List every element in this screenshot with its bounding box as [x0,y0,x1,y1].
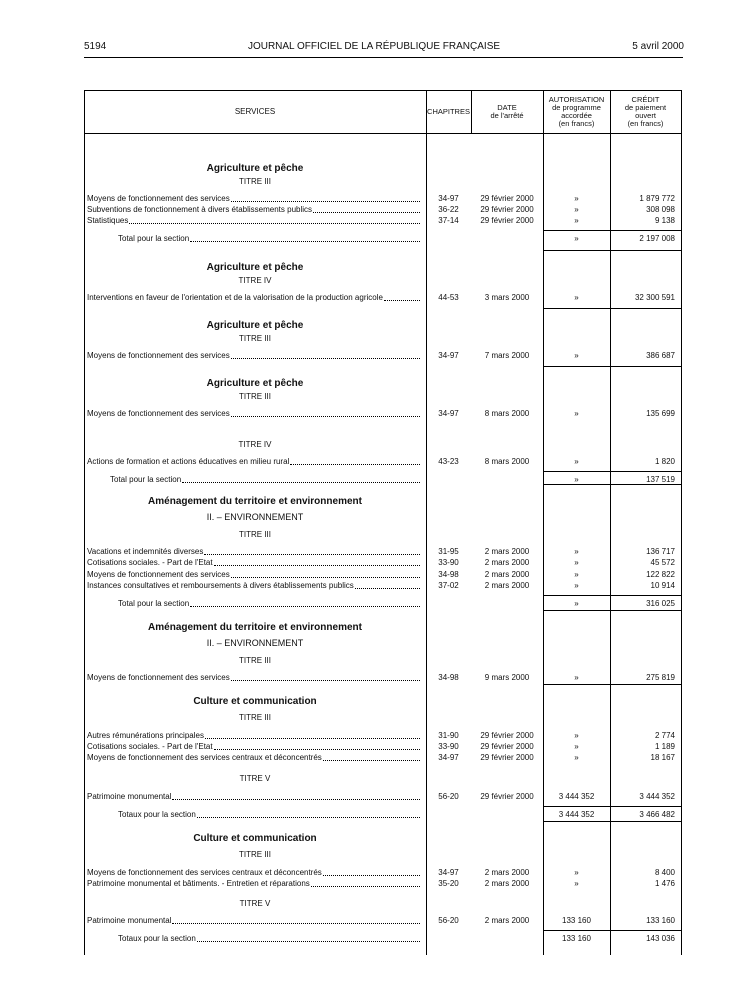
service-label-text: Patrimoine monumental [87,916,172,925]
total-row [84,809,682,820]
dot-leader [205,730,420,739]
table-row [84,569,682,580]
service-label-text: Totaux pour la section [118,810,196,819]
autorisation-cell: 133 160 [562,916,591,925]
chapitre-cell: 35-20 [438,879,459,888]
table-row [84,915,682,926]
service-label-text: Moyens de fonctionnement des services [87,673,230,682]
total-row [84,933,682,944]
chapitre-cell: 37-02 [438,581,459,590]
dot-leader [129,215,420,224]
chapitre-cell: 33-90 [438,742,459,751]
credit-cell: 135 699 [646,409,675,418]
service-label-text: Moyens de fonctionnement des services [87,194,230,203]
date-cell: 29 février 2000 [480,731,534,740]
autorisation-cell: » [574,234,579,243]
autorisation-cell: » [574,731,579,740]
table-row [84,193,682,204]
table-row [84,672,682,683]
date-cell: 2 mars 2000 [484,558,530,567]
credit-cell: 275 819 [646,673,675,682]
autorisation-cell: 3 444 352 [558,810,595,819]
section-subtitle: TITRE V [239,774,271,783]
credit-cell: 3 466 482 [639,810,675,819]
header-credit: CRÉDIT de paiement ouvert (en francs) [624,95,667,128]
date-cell: 29 février 2000 [480,792,534,801]
service-label-text: Moyens de fonctionnement des services [87,351,230,360]
date-cell: 29 février 2000 [480,205,534,214]
table-row [84,730,682,741]
chapitre-cell: 34-98 [438,673,459,682]
autorisation-cell: » [574,547,579,556]
autorisation-cell: » [574,673,579,682]
credit-cell: 133 160 [646,916,675,925]
chapitre-cell: 43-23 [438,457,459,466]
total-rule [610,595,681,596]
credit-cell: 122 822 [646,570,675,579]
date-cell: 2 mars 2000 [484,581,530,590]
section-subtitle: TITRE III [239,656,271,665]
table-row [84,791,682,802]
date-cell: 29 février 2000 [480,194,534,203]
credit-cell: 2 197 008 [639,234,675,243]
date-cell: 2 mars 2000 [484,570,530,579]
table-row [84,580,682,591]
total-rule [543,230,610,231]
chapitre-cell: 56-20 [438,792,459,801]
page-number: 5194 [84,41,107,52]
service-label-text: Moyens de fonctionnement des services [87,409,230,418]
section-subtitle: TITRE III [239,713,271,722]
autorisation-cell: » [574,753,579,762]
autorisation-cell: » [574,216,579,225]
table-row [84,752,682,763]
group-rule [610,610,681,611]
dot-leader [172,791,420,800]
autorisation-cell: » [574,194,579,203]
service-label-text: Total pour la section [110,475,182,484]
header-rule [84,57,683,58]
service-label [110,474,420,485]
service-label-text: Cotisations sociales. - Part de l'Etat [87,558,213,567]
service-label [87,557,420,568]
table-row [84,557,682,568]
section-subtitle: TITRE III [239,392,271,401]
service-label [87,193,420,204]
table-row [84,456,682,467]
header-autorisation: AUTORISATION de programme accordée (en francs) [548,95,605,128]
date-cell: 2 mars 2000 [484,916,530,925]
section-title: Culture et communication [193,696,317,707]
service-label-text: Vacations et indemnités diverses [87,547,204,556]
dot-leader [197,809,420,818]
service-label [87,456,420,467]
total-rule [543,806,610,807]
service-label-text: Autres rémunérations principales [87,731,204,740]
service-label [87,292,420,303]
service-label [87,867,420,878]
date-cell: 29 février 2000 [480,742,534,751]
credit-cell: 316 025 [646,599,675,608]
group-rule [543,308,610,309]
date-cell: 29 février 2000 [480,216,534,225]
service-label-text: Moyens de fonctionnement des services centraux et déconcentrés [87,753,322,762]
total-rule [543,471,610,472]
dot-leader [323,867,420,876]
dot-leader [190,233,420,242]
chapitre-cell: 56-20 [438,916,459,925]
service-label-text: Moyens de fonctionnement des services [87,570,230,579]
group-rule [543,821,610,822]
section-subtitle: II. – ENVIRONNEMENT [206,638,304,648]
table-row [84,350,682,361]
date-cell: 2 mars 2000 [484,879,530,888]
service-label [87,546,420,557]
dot-leader [231,569,420,578]
credit-cell: 136 717 [646,547,675,556]
service-label [118,598,420,609]
chapitre-cell: 34-97 [438,351,459,360]
service-label-text: Totaux pour la section [118,934,196,943]
chapitre-cell: 34-97 [438,868,459,877]
autorisation-cell: » [574,879,579,888]
autorisation-cell: » [574,457,579,466]
credit-cell: 10 914 [650,581,675,590]
credit-cell: 1 476 [654,879,675,888]
table-row [84,204,682,215]
section-title: Aménagement du territoire et environnement [148,622,362,633]
service-label-text: Subventions de fonctionnement à divers établissements publics [87,205,313,214]
dot-leader [197,933,420,942]
section-subtitle: TITRE III [239,334,271,343]
autorisation-cell: » [574,599,579,608]
service-label [87,350,420,361]
group-rule [543,484,610,485]
header-date: DATE de l'arrêté [490,103,524,120]
service-label [87,752,420,763]
group-rule [543,610,610,611]
chapitre-cell: 31-95 [438,547,459,556]
table-row [84,215,682,226]
group-rule [610,308,681,309]
table-row [84,546,682,557]
service-label [87,791,420,802]
section-title: Agriculture et pêche [206,378,304,389]
service-label-text: Interventions en faveur de l'orientation et de la valorisation de la production agricole [87,293,383,302]
dot-leader [290,456,420,465]
date-cell: 8 mars 2000 [484,457,530,466]
service-label [118,233,420,244]
section-title: Agriculture et pêche [206,163,304,174]
dot-leader [323,752,420,761]
dot-leader [231,350,420,359]
section-subtitle: TITRE IV [238,440,272,449]
total-row [84,598,682,609]
journal-title: JOURNAL OFFICIEL DE LA RÉPUBLIQUE FRANÇAISE [247,41,501,52]
dot-leader [384,292,420,301]
credit-cell: 2 774 [654,731,675,740]
section-title: Agriculture et pêche [206,262,304,273]
table-row [84,878,682,889]
credit-cell: 386 687 [646,351,675,360]
section-subtitle: TITRE III [239,850,271,859]
chapitre-cell: 34-97 [438,409,459,418]
service-label [87,408,420,419]
credit-cell: 45 572 [650,558,675,567]
service-label-text: Instances consultatives et remboursements à divers établissements publics [87,581,354,590]
section-subtitle: II. – ENVIRONNEMENT [206,512,304,522]
service-label-text: Patrimoine monumental [87,792,172,801]
date-cell: 3 mars 2000 [484,293,530,302]
date-cell: 2 mars 2000 [484,547,530,556]
autorisation-cell: » [574,293,579,302]
autorisation-cell: » [574,409,579,418]
group-rule [610,366,681,367]
credit-cell: 1 820 [654,457,675,466]
credit-cell: 9 138 [654,216,675,225]
chapitre-cell: 37-14 [438,216,459,225]
dot-leader [355,580,420,589]
dot-leader [231,672,420,681]
service-label-text: Cotisations sociales. - Part de l'Etat [87,742,213,751]
dot-leader [172,915,420,924]
section-title: Culture et communication [193,833,317,844]
credit-cell: 3 444 352 [639,792,675,801]
date-cell: 8 mars 2000 [484,409,530,418]
service-label-text: Moyens de fonctionnement des services centraux et déconcentrés [87,868,322,877]
chapitre-cell: 34-98 [438,570,459,579]
service-label [87,672,420,683]
chapitre-cell: 33-90 [438,558,459,567]
credit-cell: 143 036 [646,934,675,943]
dot-leader [231,193,420,202]
dot-leader [313,204,420,213]
service-label [87,569,420,580]
dot-leader [231,408,420,417]
section-title: Agriculture et pêche [206,320,304,331]
table-row [84,292,682,303]
service-label [87,215,420,226]
section-subtitle: TITRE III [239,530,271,539]
autorisation-cell: » [574,868,579,877]
date-cell: 29 février 2000 [480,753,534,762]
group-rule [610,684,681,685]
credit-cell: 18 167 [650,753,675,762]
table-row [84,867,682,878]
header-chapitres: CHAPITRES [427,107,470,116]
service-label [87,878,420,889]
table-row [84,741,682,752]
autorisation-cell: 133 160 [562,934,591,943]
section-title: Aménagement du territoire et environnement [148,496,362,507]
autorisation-cell: » [574,558,579,567]
chapitre-cell: 36-22 [438,205,459,214]
service-label [87,741,420,752]
group-rule [610,821,681,822]
date-cell: 2 mars 2000 [484,868,530,877]
credit-cell: 1 879 772 [639,194,675,203]
autorisation-cell: » [574,581,579,590]
section-subtitle: TITRE III [239,177,271,186]
credit-cell: 1 189 [654,742,675,751]
dot-leader [204,546,420,555]
autorisation-cell: » [574,205,579,214]
section-subtitle: TITRE V [239,899,271,908]
dot-leader [182,474,420,483]
group-rule [543,250,610,251]
group-rule [610,250,681,251]
section-subtitle: TITRE IV [238,276,272,285]
issue-date: 5 avril 2000 [632,41,684,52]
credit-cell: 137 519 [646,475,675,484]
service-label-text: Statistiques [87,216,129,225]
service-label-text: Actions de formation et actions éducatives en milieu rural [87,457,290,466]
service-label [87,730,420,741]
total-rule [610,471,681,472]
date-cell: 7 mars 2000 [484,351,530,360]
table-row [84,408,682,419]
credit-cell: 8 400 [654,868,675,877]
credit-cell: 308 098 [646,205,675,214]
total-row [84,233,682,244]
chapitre-cell: 31-90 [438,731,459,740]
chapitre-cell: 34-97 [438,194,459,203]
service-label [118,933,420,944]
autorisation-cell: » [574,351,579,360]
service-label [87,915,420,926]
dot-leader [214,557,420,566]
service-label-text: Total pour la section [118,234,190,243]
group-rule [610,484,681,485]
credit-cell: 32 300 591 [634,293,675,302]
date-cell: 9 mars 2000 [484,673,530,682]
group-rule [543,366,610,367]
group-rule [543,684,610,685]
service-label [118,809,420,820]
credits-table [84,90,682,955]
autorisation-cell: 3 444 352 [558,792,595,801]
total-rule [543,595,610,596]
service-label-text: Total pour la section [118,599,190,608]
dot-leader [311,878,420,887]
dot-leader [214,741,420,750]
total-rule [610,806,681,807]
total-rule [610,930,681,931]
total-rule [543,930,610,931]
autorisation-cell: » [574,570,579,579]
header-services: SERVICES [234,107,276,116]
chapitre-cell: 34-97 [438,753,459,762]
autorisation-cell: » [574,742,579,751]
dot-leader [190,598,420,607]
service-label [87,204,420,215]
service-label-text: Patrimoine monumental et bâtiments. - Entretien et réparations [87,879,310,888]
service-label [87,580,420,591]
chapitre-cell: 44-53 [438,293,459,302]
autorisation-cell: » [574,475,579,484]
total-rule [610,230,681,231]
